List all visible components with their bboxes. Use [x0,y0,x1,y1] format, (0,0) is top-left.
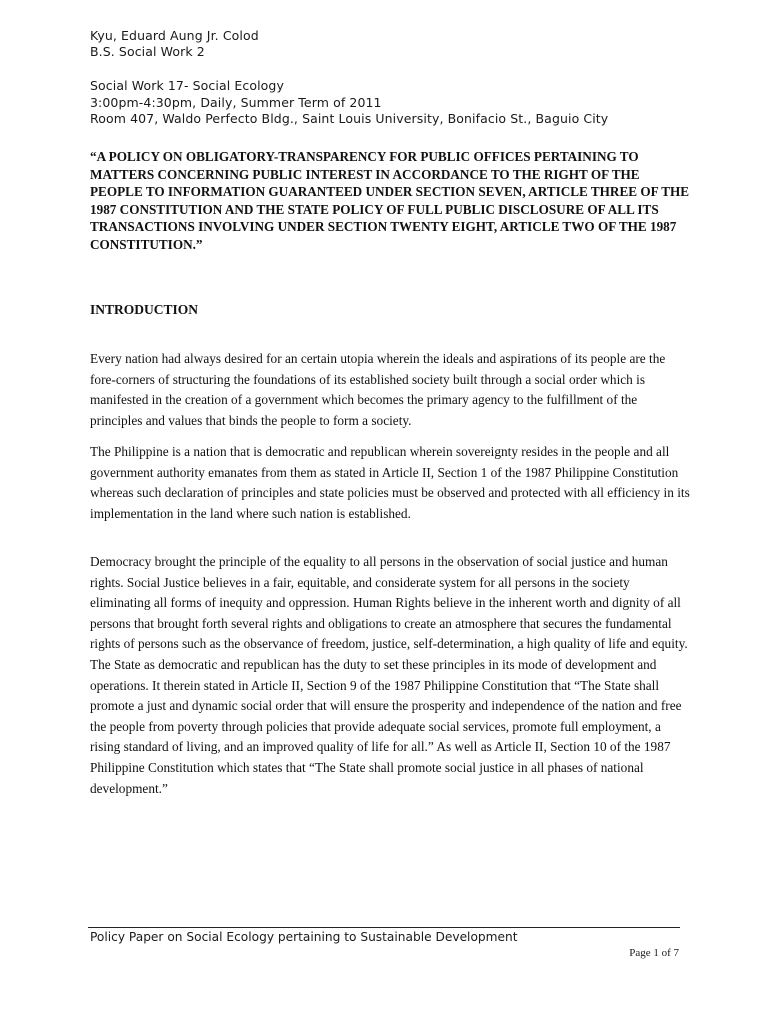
footer-text: Policy Paper on Social Ecology pertaining to Sustainable Development [90,930,518,944]
section-heading-introduction: INTRODUCTION [90,302,199,317]
program-year: B.S. Social Work 2 [90,44,205,59]
course-location: Room 407, Waldo Perfecto Bldg., Saint Louis University, Bonifacio St., Baguio City [90,111,609,126]
author-name: Kyu, Eduard Aung Jr. Colod [90,28,259,43]
course-schedule: 3:00pm-4:30pm, Daily, Summer Term of 2011 [90,95,382,110]
course-title: Social Work 17- Social Ecology [90,78,284,93]
paragraph-3: Democracy brought the principle of the equality to all persons in the observation of social justice and human rights. Social Justice believes in a fair, equitable, and considerate system for all persons in the society eliminating all forms of inequity and oppression. Human Rights believe in the inherent worth and dignity of all persons that brought forth several rights and obligations to create an atmosphere that secures the fundamental rights of persons such as the observance of freedom, justice, self-determination, a high quality of life and equity. The State as democratic and republican has the duty to set these principles in its mode of development and operations. It therein stated in Article II, Section 9 of the 1987 Philippine Constitution that “The State shall promote a just and dynamic social order that will ensure the prosperity and independence of the nation and free the people from poverty through policies that provide adequate social services, promote full employment, a rising standard of living, and an improved quality of life for all.” As well as Article II, Section 10 of the 1987 Philippine Constitution which states that “The State shall promote social justice in all phases of national development.” [90,554,688,796]
paragraph-1: Every nation had always desired for an certain utopia wherein the ideals and aspirations of its people are the fore-corners of structuring the foundations of its established society built through a social order which is manifested in the creation of a government which becomes the primary agency to the fulfillment of the principles and values that binds the people to form a society. [90,351,666,428]
page-number: Page 1 of 7 [629,947,679,959]
footer-divider [88,927,680,928]
document-title: “A POLICY ON OBLIGATORY-TRANSPARENCY FOR PUBLIC OFFICES PERTAINING TO MATTERS CONCERNING PUBLIC INTEREST IN ACCORDANCE TO THE RIGHT OF THE PEOPLE TO INFORMATION GUARANTEED UNDER SECTION SEVEN, ARTICLE THREE OF THE 1987 CONSTITUTION AND THE STATE POLICY OF FULL PUBLIC DISCLOSURE OF ALL ITS TRANSACTIONS INVOLVING UNDER SECTION TWENTY EIGHT, ARTICLE TWO OF THE 1987 CONSTITUTION.” [90,149,690,252]
paragraph-2: The Philippine is a nation that is democratic and republican wherein sovereignty resides in the people and all government authority emanates from them as stated in Article II, Section 1 of the 1987 Philippine Constitution whereas such declaration of principles and state policies must be observed and protected with all efficiency in its implementation in the land where such nation is established. [90,444,690,521]
